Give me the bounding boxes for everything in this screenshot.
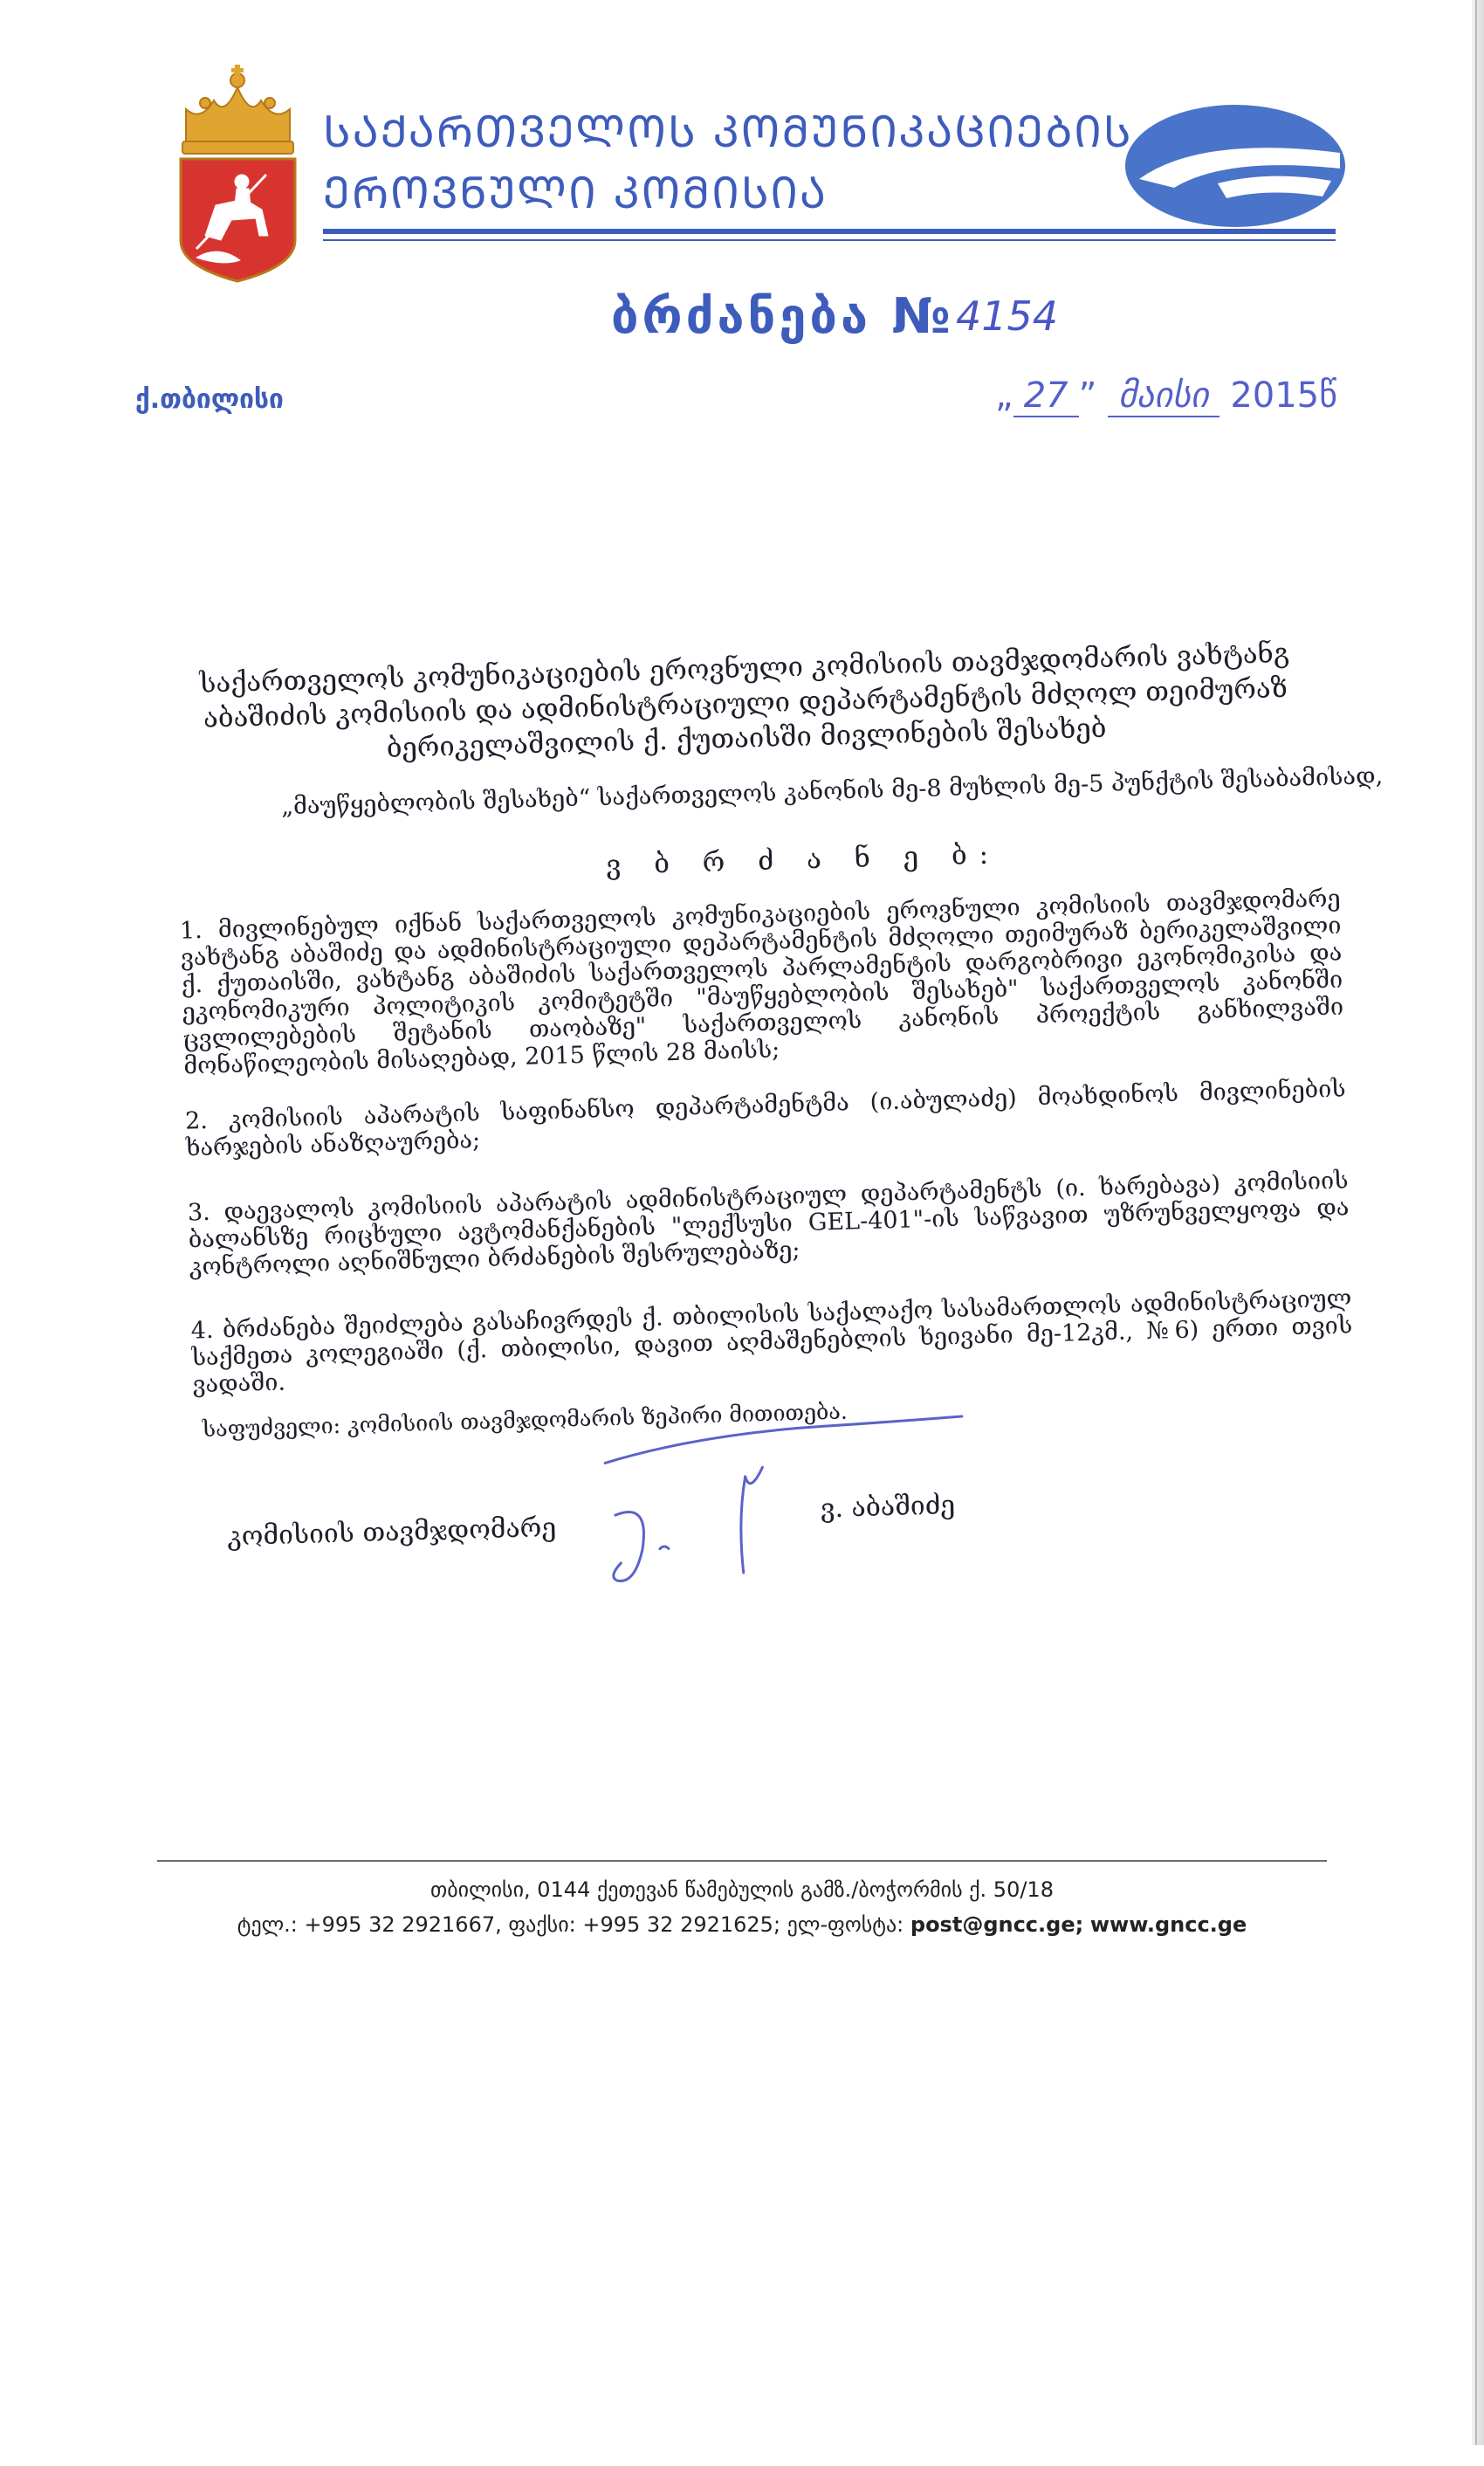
- footer-contacts: ტელ.: +995 32 2921667, ფაქსი: +995 32 2921625; ელ-ფოსტა: post@gncc.ge; www.gncc.ge: [237, 1912, 1247, 1937]
- order-item-1: 1. მივლინებულ იქნან საქართველოს კომუნიკაციების ეროვნული კომისიის თავმჯდომარე ვახტანგ აბაშიძე და ადმინისტრაციული დეპარტამენტის მძღოლი თეიმურაზ ბერიკელაშვილი ქ. ქუთაისში, ვახტანგ აბაშიძის საქართველოს პარლამენტის დარგობრივი ეკონომიკისა და ეკონომიკური პოლიტიკის კომიტეტში "მაუწყებლობის შესახებ" საქართველოს კანონში ცვლილებების შეტანის თაობაზე" საქართველოს კანონის პროექტის განხილვაში მონაწილეობის მისაღებად, 2015 წლის 28 მაისს;: [179, 885, 1344, 1080]
- date-day: 27: [1013, 375, 1079, 417]
- order-item-3: 3. დაევალოს კომისიის აპარატის ადმინისტრაციულ დეპარტამენტს (ი. ხარებავა) კომისიის ბალანსზე რიცხული ავტომანქანების "ლექსუსი GEL-401"-ის საწვავით უზრუნველყოფა და კონტროლი აღნიშნული ბრძანების შესრულებაზე;: [187, 1167, 1350, 1281]
- order-title: ბრძანება №: [611, 288, 954, 345]
- footer-email-link[interactable]: post@gncc.ge: [910, 1912, 1075, 1937]
- order-item-4: 4. ბრძანება შეიძლება გასაჩივრდეს ქ. თბილისის საქალაქო სასამართლოს ადმინისტრაციულ საქმეთა კოლეგიაში (ქ. თბილისი, დავით აღმაშენებლის ხეივანი მე-12კმ., №6) ერთი თვის ვადაში.: [190, 1285, 1353, 1399]
- order-number: 4154: [956, 293, 1059, 340]
- footer-contacts-text: ტელ.: +995 32 2921667, ფაქსი: +995 32 2921625; ელ-ფოსტა:: [237, 1912, 904, 1937]
- legal-basis: „მაუწყებლობის შესახებ“ საქართველოს კანონის მე-8 მუხლის მე-5 პუნქტის შესაბამისად,: [280, 762, 1384, 821]
- handwritten-signature: [595, 1409, 976, 1603]
- order-city: ქ.თბილისი: [135, 384, 284, 415]
- signer-title: კომისიის თავმჯდომარე: [226, 1512, 557, 1553]
- order-subject: საქართველოს კომუნიკაციების ეროვნული კომისიის თავმჯდომარის ვახტანგ აბაშიძის კომისიის და ადმინისტრაციული დეპარტამენტის მძღოლ თეიმურაზ ბერიკელაშვილის ქ. ქუთაისში მივლინების შესახებ: [199, 637, 1290, 765]
- signer-name: ვ. აბაშიძე: [820, 1490, 956, 1525]
- organization-name-line1: ᲡᲐᲥᲐᲠᲗᲕᲔᲚᲝᲡ ᲙᲝᲛᲣᲜᲘᲙᲐᲪᲘᲔᲑᲘᲡ: [323, 107, 1133, 157]
- order-item-2: 2. კომისიის აპარატის საფინანსო დეპარტამენტმა (ი.აბულაძე) მოახდინოს მივლინების ხარჯების ანაზღაურება;: [184, 1075, 1347, 1162]
- organization-name-line2: ᲔᲠᲝᲕᲜᲣᲚᲘ ᲙᲝᲛᲘᲡᲘᲐ: [323, 168, 828, 218]
- order-reason: საფუძველი: კომისიის თავმჯდომარის ზეპირი მითითება.: [202, 1398, 848, 1443]
- footer-website-link[interactable]: www.gncc.ge: [1089, 1912, 1247, 1937]
- order-date: „ 27 ” მაისი 2015წ: [995, 375, 1337, 416]
- date-month: მაისი: [1108, 375, 1219, 417]
- orders-heading: ვ ბ რ ძ ა ნ ე ბ:: [605, 838, 1001, 882]
- footer-address: თბილისი, 0144 ქეთევან წამებულის გამზ./ბოჭორმის ქ. 50/18: [430, 1877, 1054, 1902]
- footer-rule: [157, 1860, 1327, 1862]
- date-year: 2015წ: [1230, 375, 1337, 416]
